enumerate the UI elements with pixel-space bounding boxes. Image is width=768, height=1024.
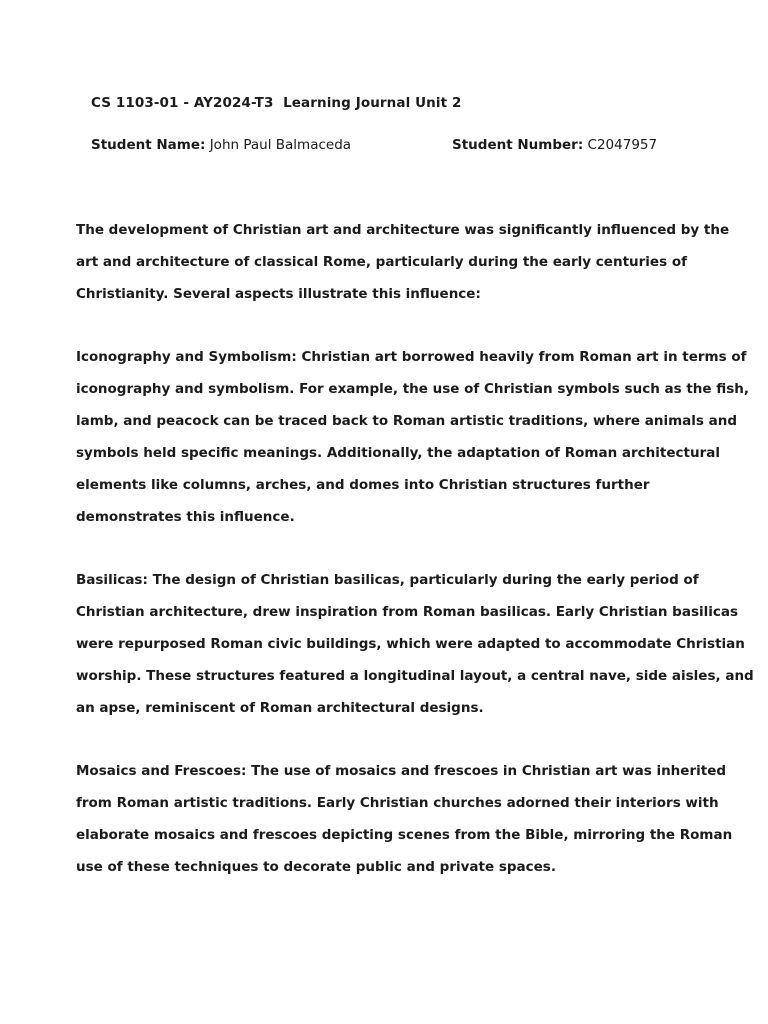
paragraph-line: iconography and symbolism. For example, the use of Christian symbols such as the fish, bbox=[76, 381, 750, 397]
paragraph-line: demonstrates this influence. bbox=[76, 509, 295, 525]
paragraph-line: Basilicas: The design of Christian basilicas, particularly during the early period of bbox=[76, 572, 699, 588]
paragraph-line: Mosaics and Frescoes: The use of mosaics and frescoes in Christian art was inherited bbox=[76, 763, 727, 779]
paragraph-line: an apse, reminiscent of Roman architectural designs. bbox=[76, 700, 484, 716]
paragraph-line: use of these techniques to decorate public and private spaces. bbox=[76, 859, 556, 875]
paragraph-line: worship. These structures featured a longitudinal layout, a central nave, side aisles, and bbox=[76, 668, 754, 684]
student-number-value: C2047957 bbox=[587, 137, 658, 153]
paragraph-line: Christian architecture, drew inspiration from Roman basilicas. Early Christian basilicas bbox=[76, 604, 739, 620]
student-name-field bbox=[91, 137, 351, 153]
paragraph-line: The development of Christian art and architecture was significantly influenced by the bbox=[76, 222, 730, 238]
paragraph-mosaics bbox=[76, 755, 733, 883]
document-title: CS 1103-01 - AY2024-T3 Learning Journal Unit 2 bbox=[91, 95, 462, 111]
paragraph-line: lamb, and peacock can be traced back to Roman artistic traditions, where animals and bbox=[76, 413, 738, 429]
student-name-value: John Paul Balmaceda bbox=[209, 137, 352, 153]
paragraph-intro bbox=[76, 214, 730, 310]
paragraph-line: Christianity. Several aspects illustrate this influence: bbox=[76, 286, 481, 302]
paragraph-line: were repurposed Roman civic buildings, which were adapted to accommodate Christian bbox=[76, 636, 745, 652]
paragraph-line: elaborate mosaics and frescoes depicting scenes from the Bible, mirroring the Roman bbox=[76, 827, 733, 843]
student-name-label: Student Name: bbox=[91, 137, 206, 153]
paragraph-line: art and architecture of classical Rome, particularly during the early centuries of bbox=[76, 254, 687, 270]
paragraph-iconography bbox=[76, 341, 750, 533]
paragraph-line: Iconography and Symbolism: Christian art borrowed heavily from Roman art in terms of bbox=[76, 349, 747, 365]
student-number-label: Student Number: bbox=[452, 137, 584, 153]
paragraph-line: elements like columns, arches, and domes into Christian structures further bbox=[76, 477, 650, 493]
paragraph-line: symbols held specific meanings. Additionally, the adaptation of Roman architectural bbox=[76, 445, 720, 461]
paragraph-basilicas bbox=[76, 564, 754, 724]
paragraph-line: from Roman artistic traditions. Early Christian churches adorned their interiors with bbox=[76, 795, 719, 811]
student-number-field bbox=[452, 137, 657, 153]
